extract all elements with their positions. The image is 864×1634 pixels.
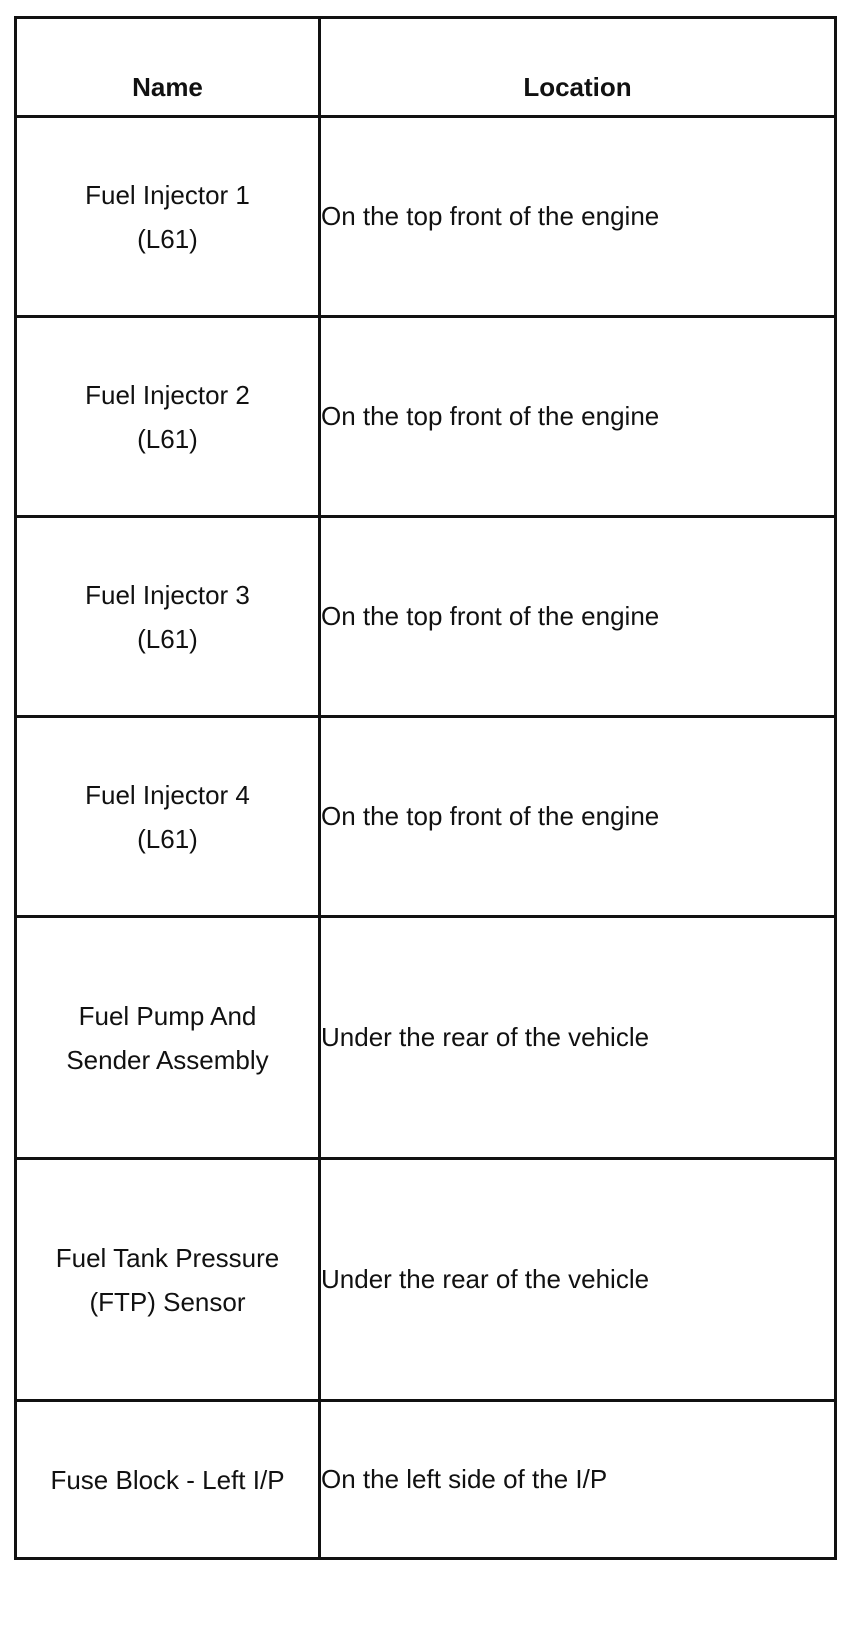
- location-cell: On the left side of the I/P: [320, 1401, 836, 1559]
- table-header-row: [16, 18, 836, 117]
- name-line: Fuse Block - Left I/P: [50, 1464, 285, 1495]
- name-line: (L61): [137, 623, 198, 654]
- name-cell: [16, 917, 320, 1159]
- table-row: [16, 517, 836, 717]
- column-header-location: Location: [320, 18, 836, 117]
- name-line: (L61): [137, 823, 198, 854]
- name-line: Fuel Pump And: [78, 1000, 257, 1031]
- name-cell: [16, 517, 320, 717]
- table-row: [16, 317, 836, 517]
- table-row: [16, 1401, 836, 1559]
- name-cell: [16, 1159, 320, 1401]
- location-cell: On the top front of the engine: [320, 317, 836, 517]
- name-line: Fuel Injector 1: [85, 179, 250, 210]
- location-cell: On the top front of the engine: [320, 517, 836, 717]
- name-line: (FTP) Sensor: [89, 1286, 246, 1317]
- location-cell: Under the rear of the vehicle: [320, 917, 836, 1159]
- column-header-name: Name: [16, 18, 320, 117]
- table-row: [16, 1159, 836, 1401]
- name-cell: [16, 717, 320, 917]
- name-cell: [16, 1401, 320, 1559]
- name-line: Fuel Injector 3: [85, 579, 250, 610]
- name-line: Sender Assembly: [66, 1044, 269, 1075]
- name-line: Fuel Injector 4: [85, 779, 250, 810]
- table-row: [16, 917, 836, 1159]
- name-line: Fuel Tank Pressure: [55, 1242, 280, 1273]
- location-cell: On the top front of the engine: [320, 117, 836, 317]
- table-row: [16, 117, 836, 317]
- table-row: [16, 717, 836, 917]
- component-location-table: [14, 16, 837, 1560]
- name-cell: [16, 117, 320, 317]
- name-line: (L61): [137, 223, 198, 254]
- name-line: Fuel Injector 2: [85, 379, 250, 410]
- location-cell: On the top front of the engine: [320, 717, 836, 917]
- location-cell: Under the rear of the vehicle: [320, 1159, 836, 1401]
- name-line: (L61): [137, 423, 198, 454]
- name-cell: [16, 317, 320, 517]
